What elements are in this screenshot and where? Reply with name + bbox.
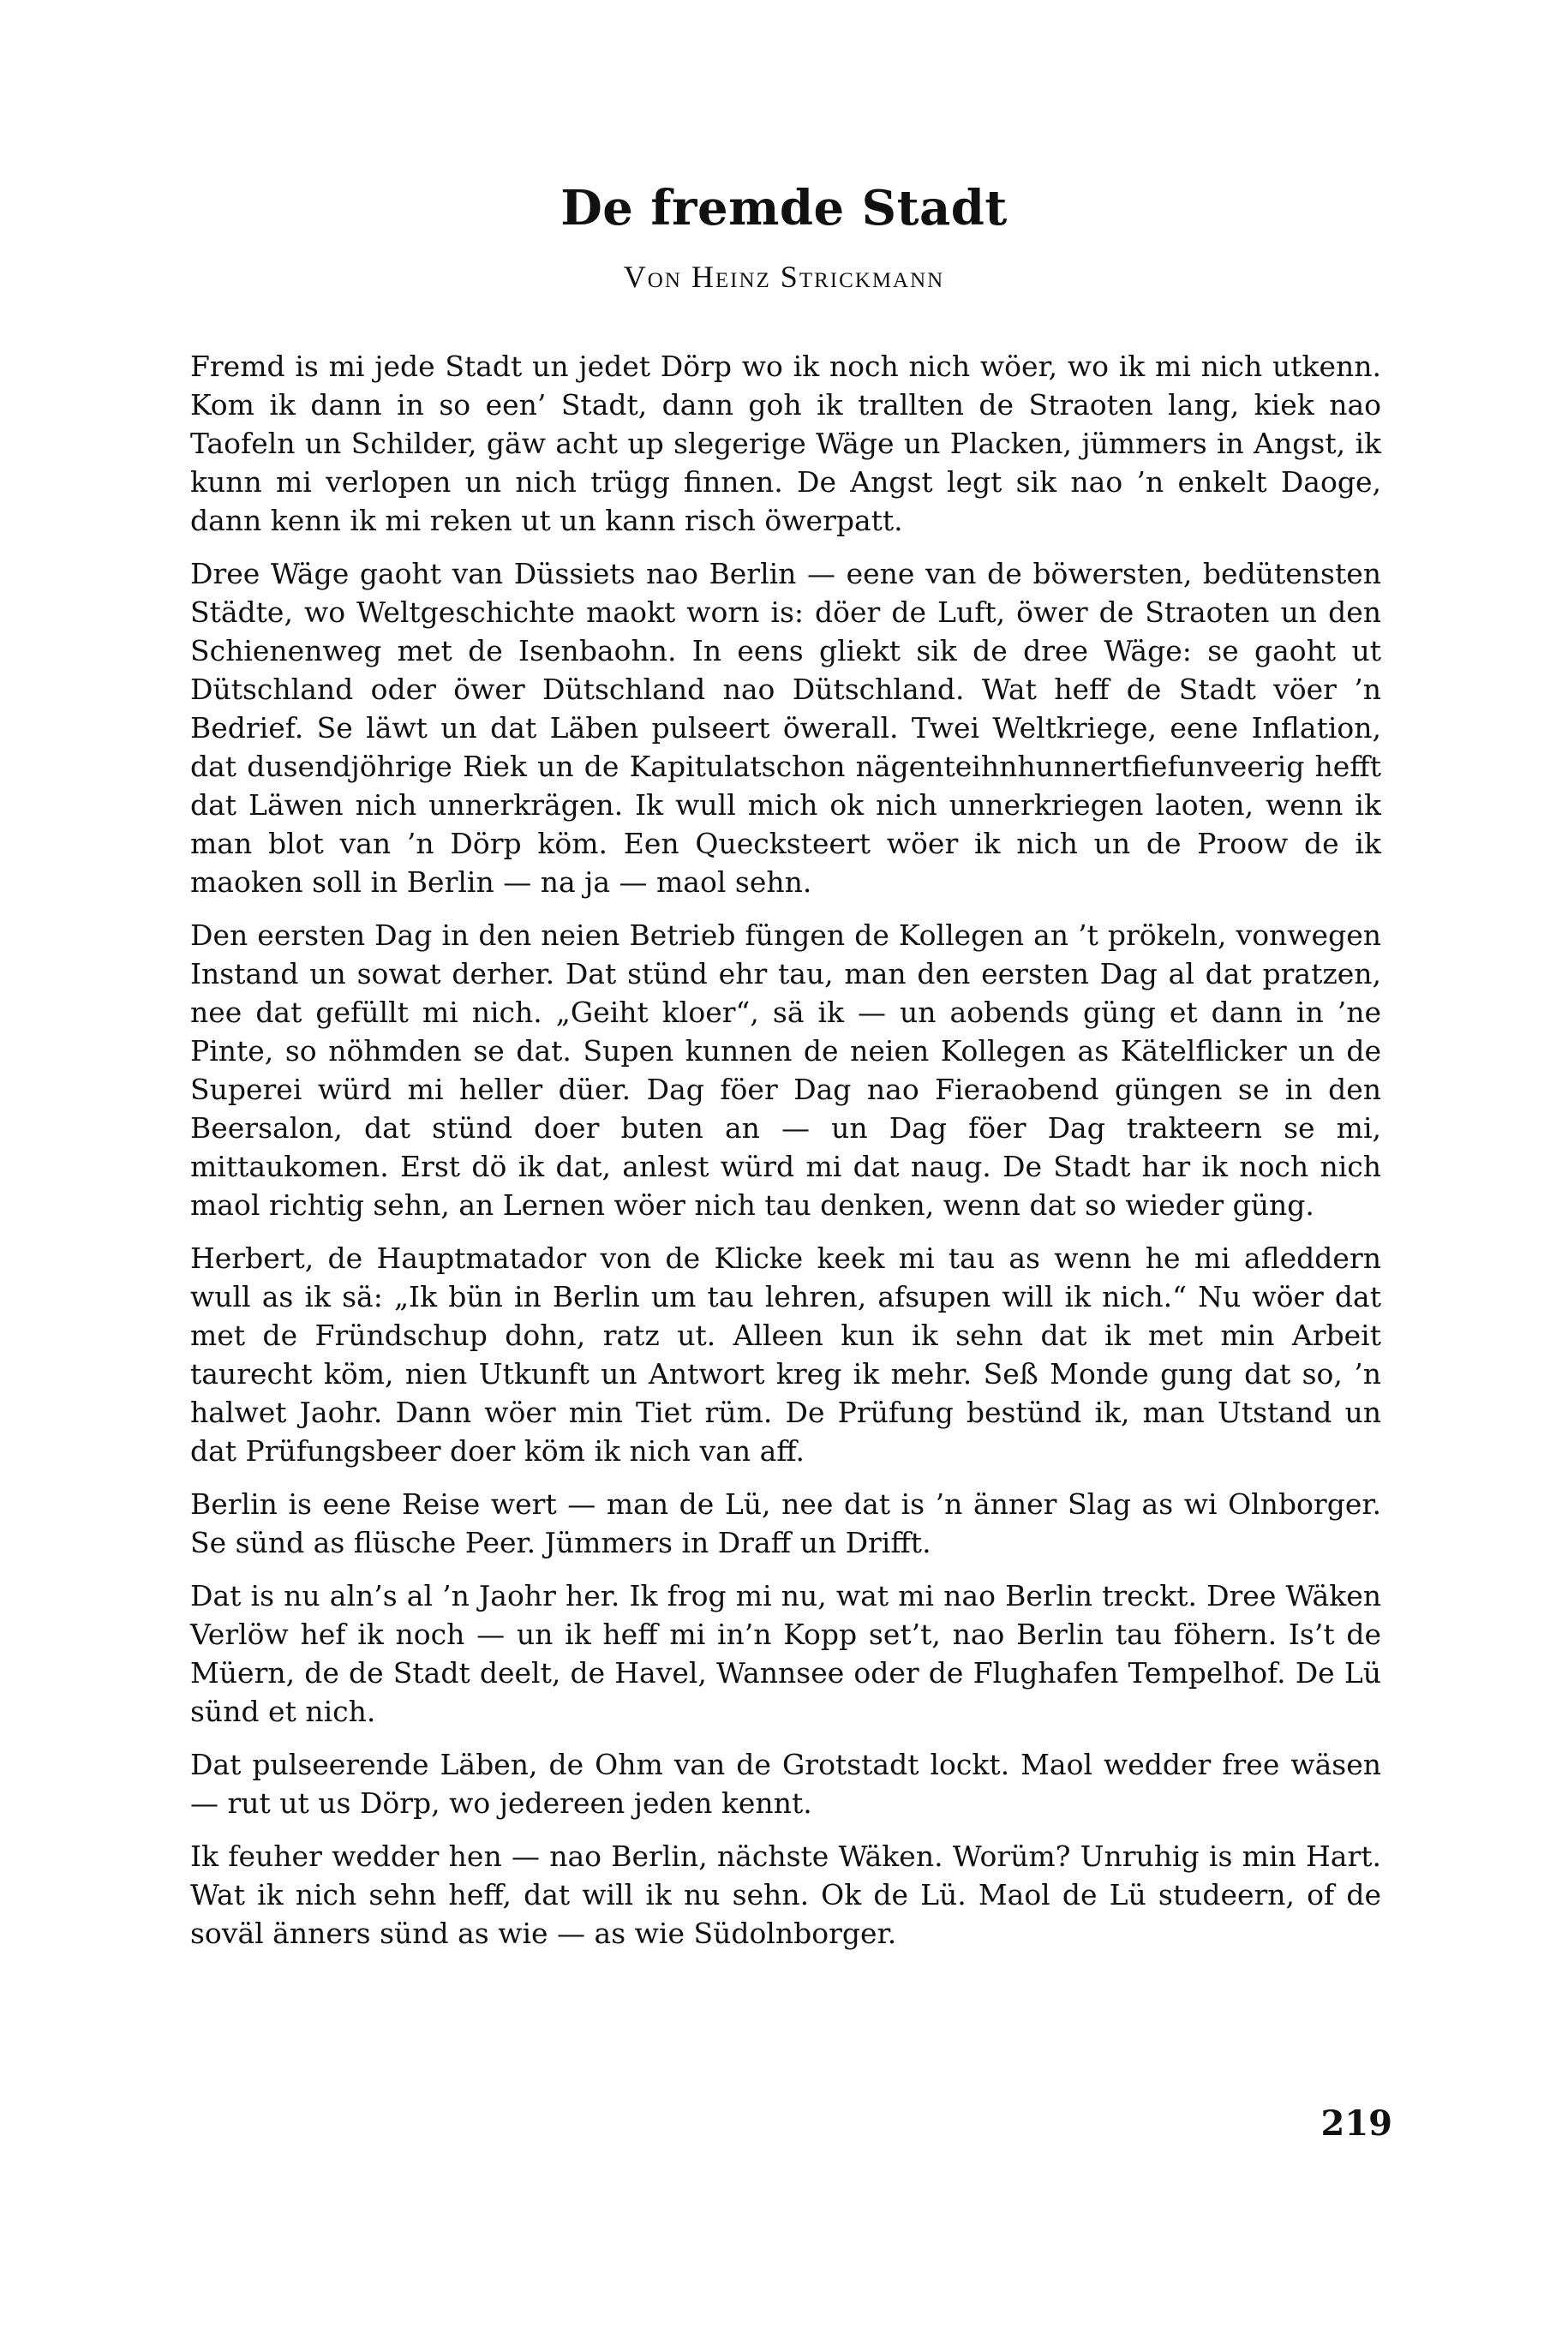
paragraph: Berlin is eene Reise wert — man de Lü, nee dat is ’n änner Slag as wi Olnborger. Se sünd as flüsche Peer. Jümmers in Draff un Drifft.	[190, 1487, 1381, 1559]
paragraph: Dree Wäge gaoht van Düssiets nao Berlin — eene van de böwersten, bedütensten Städte, wo Weltgeschichte maokt worn is: döer de Luft, öwer de Straoten un den Schienenweg met de Isenbaohn. In eens gliekt sik de dree Wäge: se gaoht ut Dütschland oder öwer Dütschland nao Dütschland. Wat heff de Stadt vöer ’n Bedrief. Se läwt un dat Läben pulseert öwerall. Twei Weltkriege, eene Inflation, dat dusendjöhrige Riek un de Kapitulatschon nägenteihnhunnertfiefunveerig hefft dat Läwen nich unnerkrägen. Ik wull mich ok nich unnerkriegen laoten, wenn ik man blot van ’n Dörp köm. Een Quecksteert wöer ik nich un de Proow de ik maoken soll in Berlin — na ja — maol sehn.	[190, 557, 1381, 899]
paragraph: Dat is nu aln’s al ’n Jaohr her. Ik frog mi nu, wat mi nao Berlin treckt. Dree Wäken Verlöw hef ik noch — un ik heff mi in’n Kopp set’t, nao Berlin tau föhern. Is’t de Müern, de de Stadt deelt, de Havel, Wannsee oder de Flughafen Tempelhof. De Lü sünd et nich.	[190, 1579, 1381, 1728]
story-body	[190, 347, 1381, 1967]
paragraph: Fremd is mi jede Stadt un jedet Dörp wo ik noch nich wöer, wo ik mi nich utkenn. Kom ik dann in so een’ Stadt, dann goh ik trallten de Straoten lang, kiek nao Taofeln un Schilder, gäw acht up slegerige Wäge un Placken, jümmers in Angst, ik kunn mi verlopen un nich trügg finnen. De Angst legt sik nao ’n enkelt Daoge, dann kenn ik mi reken ut un kann risch öwerpatt.	[190, 350, 1381, 537]
paragraph: Herbert, de Hauptmatador von de Klicke keek mi tau as wenn he mi afleddern wull as ik sä: „Ik bün in Berlin um tau lehren, afsupen will ik nich.“ Nu wöer dat met de Fründschup dohn, ratz ut. Alleen kun ik sehn dat ik met min Arbeit taurecht köm, nien Utkunft un Antwort kreg ik mehr. Seß Monde gung dat so, ’n halwet Jaohr. Dann wöer min Tiet rüm. De Prüfung bestünd ik, man Utstand un dat Prüfungsbeer doer köm ik nich van aff.	[190, 1241, 1381, 1468]
page-number: 219	[1320, 2103, 1392, 2144]
author-line: Von Heinz Strickmann	[623, 260, 945, 294]
paragraph: Dat pulseerende Läben, de Ohm van de Grotstadt lockt. Maol wedder free wäsen — rut ut us Dörp, wo jedereen jeden kennt.	[190, 1748, 1381, 1820]
paragraph: Ik feuher wedder hen — nao Berlin, nächste Wäken. Worüm? Unruhig is min Hart. Wat ik nich sehn heff, dat will ik nu sehn. Ok de Lü. Maol de Lü studeern, of de soväl änners sünd as wie — as wie Südolnborger.	[190, 1839, 1381, 1950]
story-title: De fremde Stadt	[560, 180, 1008, 236]
paragraph: Den eersten Dag in den neien Betrieb füngen de Kollegen an ’t prökeln, vonwegen Instand un sowat derher. Dat stünd ehr tau, man den eersten Dag al dat pratzen, nee dat gefüllt mi nich. „Geiht kloer“, sä ik — un aobends güng et dann in ’ne Pinte, so nöhmden se dat. Supen kunnen de neien Kollegen as Kätelflicker un de Superei würd mi heller düer. Dag föer Dag nao Fieraobend güngen se in den Beersalon, dat stünd doer buten an — un Dag föer Dag trakteern se mi, mittaukomen. Erst dö ik dat, anlest würd mi dat naug. De Stadt har ik noch nich maol richtig sehn, an Lernen wöer nich tau denken, wenn dat so wieder güng.	[190, 918, 1381, 1222]
